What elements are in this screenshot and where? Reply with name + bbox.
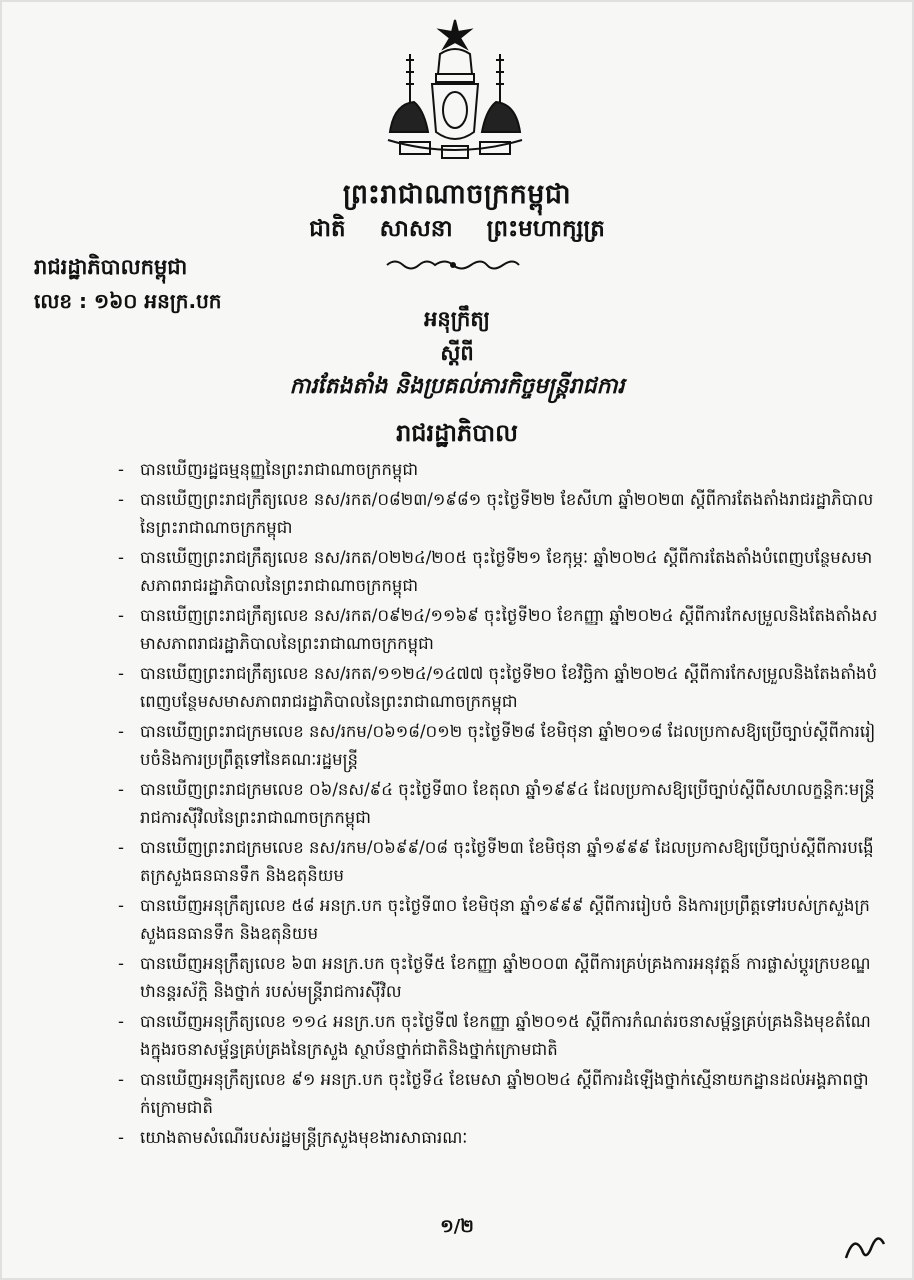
clause-text: បានឃើញអនុក្រឹត្យលេខ ៦៣ អនក្រ.បក ចុះថ្ងៃទី៥ ខែកញ្ញា ឆ្នាំ២០០៣ ស្តីពីការគ្រប់គ្រងការអនុវត្តន៍ ការផ្លាស់ប្តូរក្របខណ្ឌ ឋានន្តរស័ក្តិ និងថ្នាក់ របស់មន្ត្រីរាជការស៊ីវិល — [140, 954, 871, 1001]
bullet-dash: - — [118, 896, 124, 915]
document-subject: ការតែងតាំង និងប្រគល់ភារកិច្ចមន្ត្រីរាជការ — [289, 374, 625, 399]
bullet-dash: - — [118, 1128, 124, 1147]
preamble-clause — [118, 660, 878, 716]
clause-text: បានឃើញអនុក្រឹត្យលេខ ៩១ អនក្រ.បក ចុះថ្ងៃទី៤ ខែមេសា ឆ្នាំ២០២៤ ស្តីពីការដំឡើងថ្នាក់ស្មើនាយកដ្ឋានដល់អង្គភាពថ្នាក់ក្រោមជាតិ — [140, 1070, 869, 1117]
bullet-dash: - — [118, 490, 124, 509]
clause-text: បានឃើញអនុក្រឹត្យលេខ ១១៤ អនក្រ.បក ចុះថ្ងៃទី៧ ខែកញ្ញា ឆ្នាំ២០១៥ ស្តីពីការកំណត់រចនាសម្ព័ន្ធគ្រប់គ្រងនិងមុខតំណែងក្នុងរចនាសម្ព័ន្ធគ្រប់គ្រងនៃក្រសួង ស្ថាប័នថ្នាក់ជាតិនិងថ្នាក់ក្រោមជាតិ — [140, 1012, 871, 1059]
clause-text: បានឃើញព្រះរាជក្រមលេខ ០៦/នស/៩៤ ចុះថ្ងៃទី៣០ ខែតុលា ឆ្នាំ១៩៩៤ ដែលប្រកាសឱ្យប្រើច្បាប់ស្តីពីសហលក្ខន្តិកៈមន្ត្រីរាជការស៊ីវិលនៃព្រះរាជាណាចក្រកម្ពុជា — [140, 780, 875, 827]
national-motto: ជាតិ សាសនា ព្រះមហាក្សត្រ — [309, 216, 605, 242]
issuing-government: រាជរដ្ឋាភិបាលកម្ពុជា — [34, 255, 188, 279]
clause-text: បានឃើញព្រះរាជក្រមលេខ នស/រកម/០៦៩៩/០៨ ចុះថ្ងៃទី២៣ ខែមិថុនា ឆ្នាំ១៩៩៩ ដែលប្រកាសឱ្យប្រើច្បាប់ស្តីពីការបង្កើតក្រសួងធនធានទឹក និងឧតុនិយម — [140, 838, 874, 885]
reference-number: លេខ : ១៦០ អនក្រ.បក — [34, 289, 222, 313]
preamble-clause — [118, 1124, 878, 1152]
about-label: ស្តីពី — [440, 341, 474, 365]
bullet-dash: - — [118, 954, 124, 973]
bullet-dash: - — [118, 606, 124, 625]
preamble-clause — [118, 834, 878, 890]
preamble-clause — [118, 486, 878, 542]
clause-text: បានឃើញព្រះរាជក្រមលេខ នស/រកម/០៦១៨/០១២ ចុះថ្ងៃទី២៨ ខែមិថុនា ឆ្នាំ២០១៨ ដែលប្រកាសឱ្យប្រើច្បាប់ស្តីពីការរៀបចំនិងការប្រព្រឹត្តទៅនៃគណៈរដ្ឋមន្ត្រី — [140, 722, 876, 769]
bullet-dash: - — [118, 548, 124, 567]
preamble-clause — [118, 544, 878, 600]
preamble-clause — [118, 1066, 878, 1122]
clause-text: យោងតាមសំណើរបស់រដ្ឋមន្ត្រីក្រសួងមុខងារសាធារណៈ — [140, 1128, 468, 1147]
preamble-clause — [118, 602, 878, 658]
clause-text: បានឃើញព្រះរាជក្រឹត្យលេខ នស/រកត/១១២៤/១៤៧៧ ចុះថ្ងៃទី២០ ខែវិច្ឆិកា ឆ្នាំ២០២៤ ស្តីពីការកែសម្រួលនិងតែងតាំងបំពេញបន្ថែមសមាសភាពរាជរដ្ឋាភិបាលនៃព្រះរាជាណាចក្រកម្ពុជា — [140, 664, 877, 711]
clause-text: បានឃើញព្រះរាជក្រឹត្យលេខ នស/រកត/០៩២៤/១១៦៩ ចុះថ្ងៃទី២០ ខែកញ្ញា ឆ្នាំ២០២៤ ស្តីពីការកែសម្រួលនិងតែងតាំងសមាសភាពរាជរដ្ឋាភិបាលនៃព្រះរាជាណាចក្រកម្ពុជា — [140, 606, 878, 653]
preamble-clause — [118, 950, 878, 1006]
ornamental-divider-icon — [383, 258, 523, 272]
kingdom-heading: ព្រះរាជាណាចក្រកម្ពុជា — [342, 179, 572, 210]
bullet-dash: - — [118, 664, 124, 683]
preamble-clause — [118, 1008, 878, 1064]
bullet-dash: - — [118, 722, 124, 741]
bullet-dash: - — [118, 1012, 124, 1031]
preamble-clause — [118, 892, 878, 948]
bullet-dash: - — [118, 460, 124, 479]
preamble-list — [118, 456, 878, 1154]
clause-text: បានឃើញព្រះរាជក្រឹត្យលេខ នស/រកត/០៨២៣/១៩៨១ ចុះថ្ងៃទី២២ ខែសីហា ឆ្នាំ២០២៣ ស្តីពីការតែងតាំងរាជរដ្ឋាភិបាលនៃព្រះរាជាណាចក្រកម្ពុជា — [140, 490, 874, 537]
preamble-clause — [118, 718, 878, 774]
clause-text: បានឃើញព្រះរាជក្រឹត្យលេខ នស/រកត/០២២៤/២០៥ ចុះថ្ងៃទី២១ ខែកុម្ភៈ ឆ្នាំ២០២៤ ស្តីពីការតែងតាំងបំពេញបន្ថែមសមាសភាពរាជរដ្ឋាភិបាលនៃព្រះរាជាណាចក្រកម្ពុជា — [140, 548, 873, 595]
bullet-dash: - — [118, 780, 124, 799]
handwritten-initial-mark — [840, 1228, 890, 1268]
document-type: អនុក្រឹត្យ — [424, 307, 490, 331]
page-number: ១/២ — [440, 1216, 474, 1237]
bullet-dash: - — [118, 1070, 124, 1089]
clause-text: បានឃើញអនុក្រឹត្យលេខ ៥៨ អនក្រ.បក ចុះថ្ងៃទី៣០ ខែមិថុនា ឆ្នាំ១៩៩៩ ស្តីពីការរៀបចំ និងការប្រព្រឹត្តទៅរបស់ក្រសួងក្រសួងធនធានទឹក និងឧតុនិយម — [140, 896, 870, 943]
preamble-clause — [118, 776, 878, 832]
preamble-clause — [118, 456, 878, 484]
royal-coat-of-arms-icon — [380, 14, 530, 164]
issuer-heading: រាជរដ្ឋាភិបាល — [396, 419, 518, 447]
bullet-dash: - — [118, 838, 124, 857]
clause-text: បានឃើញរដ្ឋធម្មនុញ្ញនៃព្រះរាជាណាចក្រកម្ពុជា — [140, 460, 419, 479]
